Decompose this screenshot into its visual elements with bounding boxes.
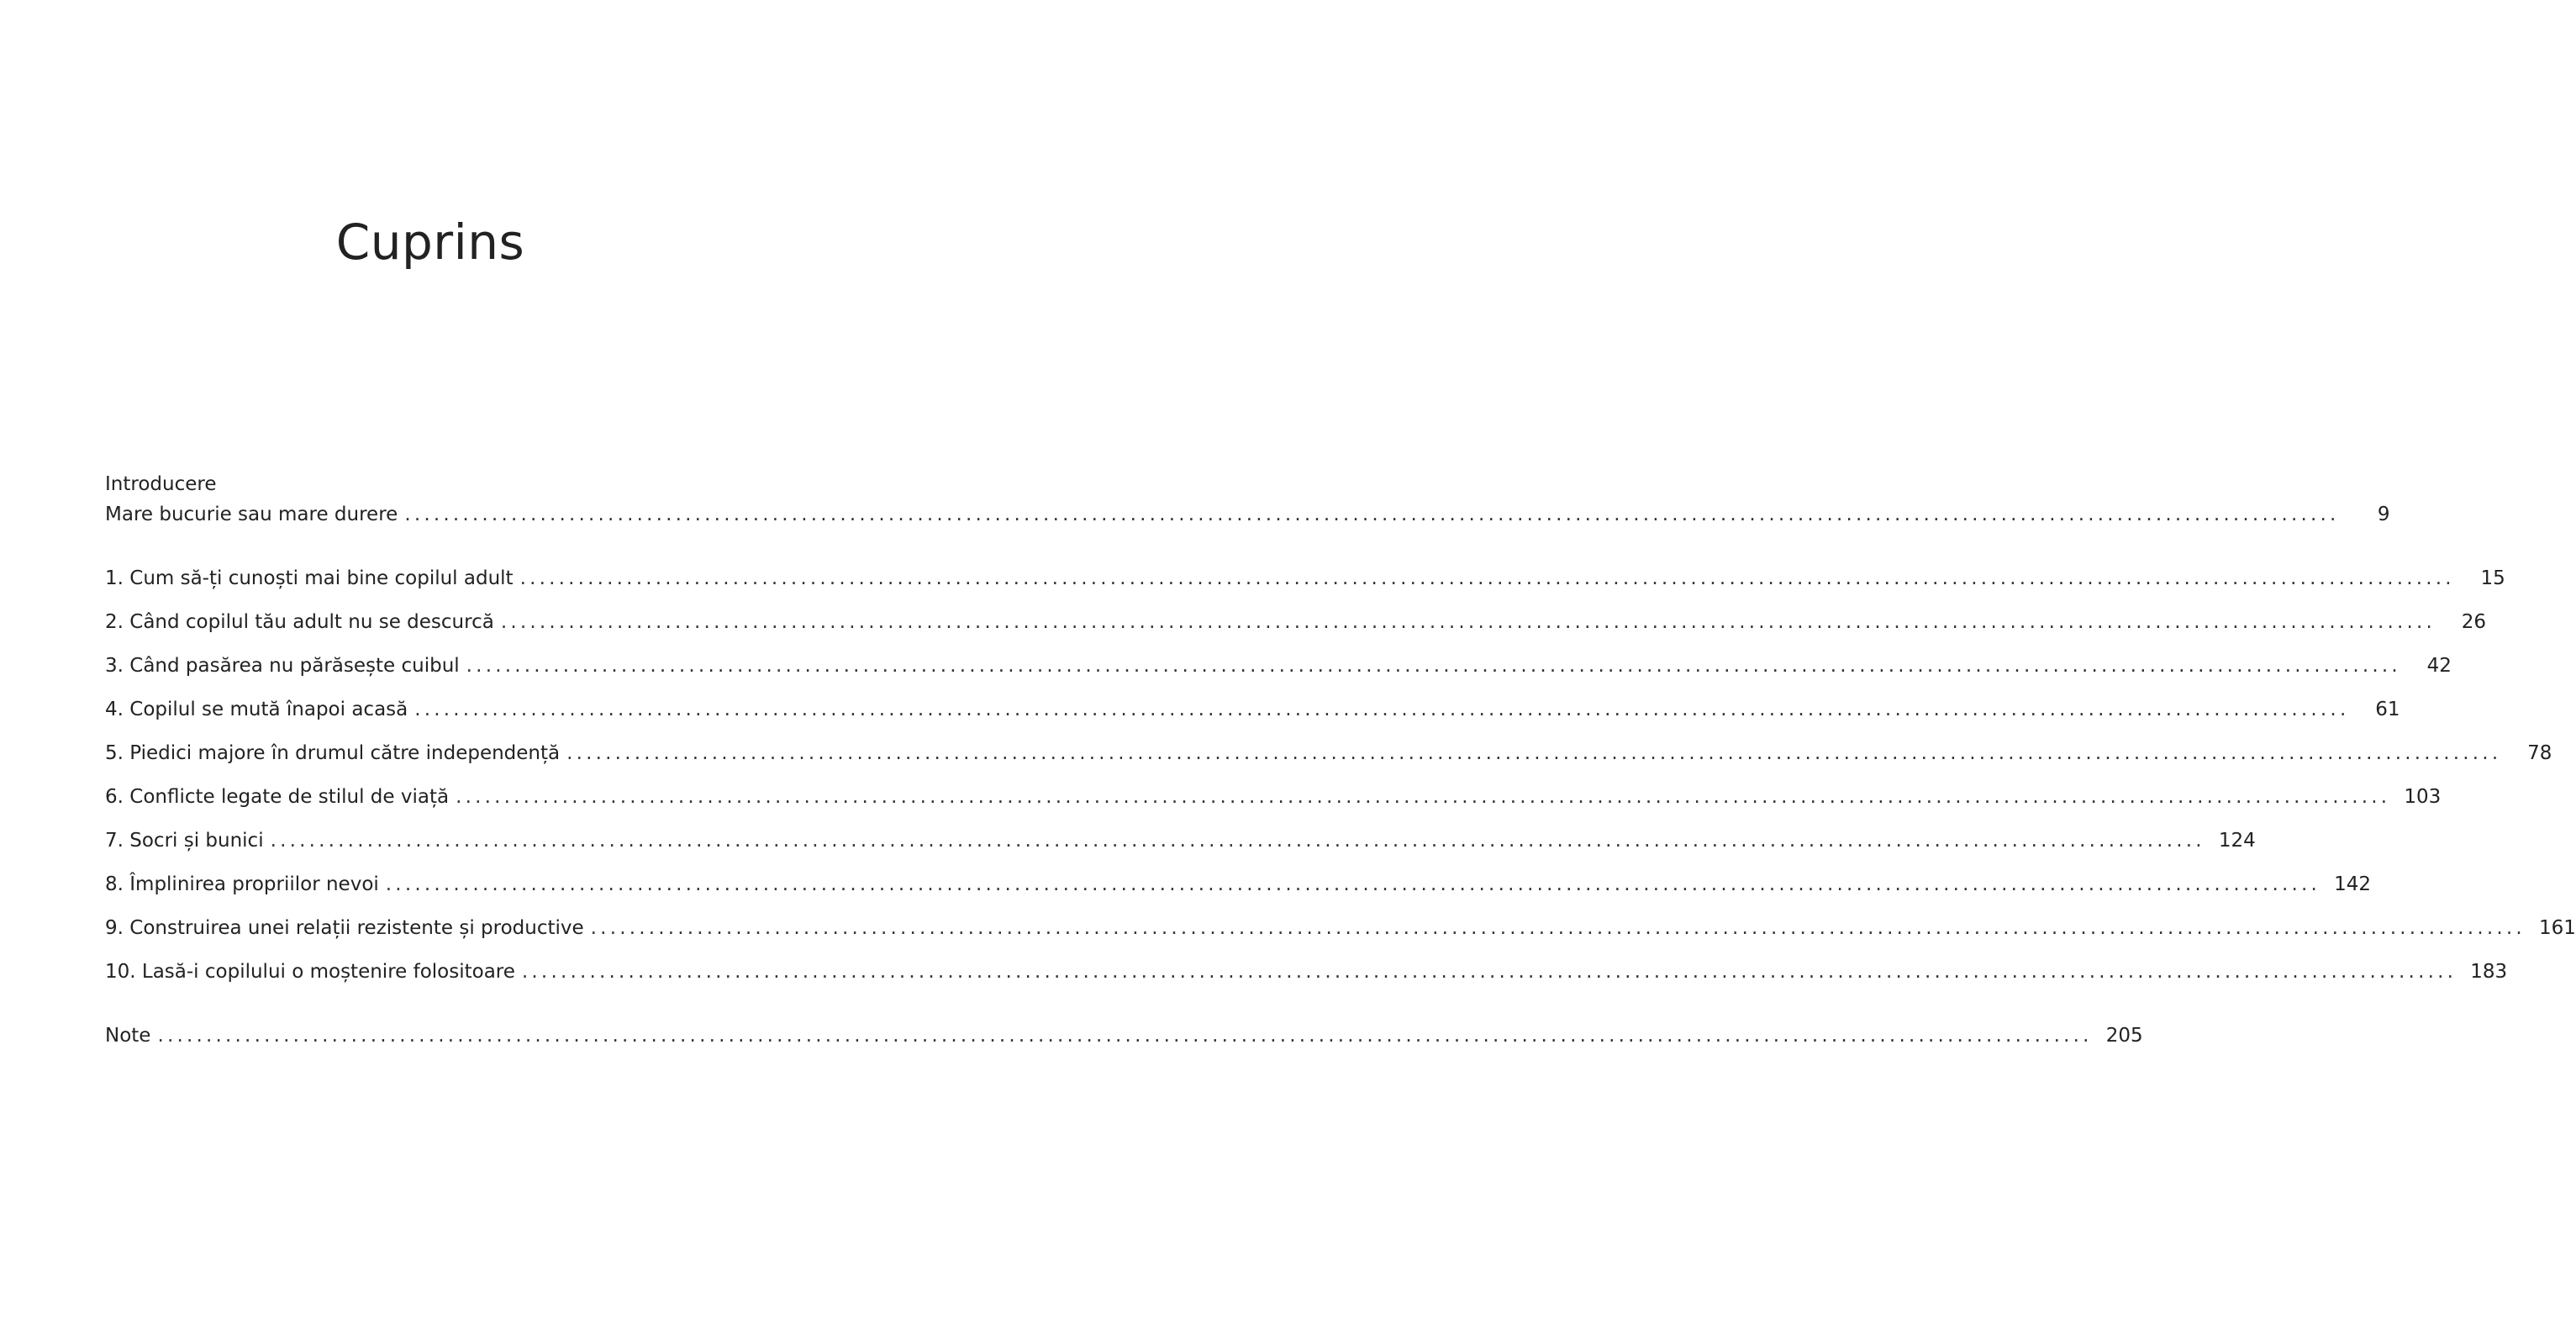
toc-entry-page: 124 [2218, 830, 2256, 852]
dot-leader: ........................................................................................................................................................................................................ [456, 786, 2391, 808]
toc-entry-page: 61 [2375, 699, 2400, 720]
toc-entry-chapter [105, 694, 2400, 725]
toc-entry-chapter [105, 607, 2487, 637]
dot-leader: ........................................................................................................................................................................................................ [521, 961, 2457, 983]
dot-leader: ........................................................................................................................................................................................................ [590, 917, 2526, 939]
toc-entry-chapter [105, 563, 2505, 593]
toc-entry-label: 6. Conflicte legate de stilul de viață [105, 786, 450, 808]
toc-entry-label: 1. Cum să-ți cunoști mai bine copilul adult [105, 567, 514, 589]
toc-entry-page: 183 [2470, 961, 2508, 983]
toc-entry-page: 142 [2334, 873, 2372, 895]
toc-entry-label: 9. Construirea unei relații rezistente și productive [105, 917, 584, 939]
toc-entry-page: 15 [2480, 567, 2505, 589]
dot-leader: ........................................................................................................................................................................................................ [385, 873, 2321, 895]
toc-entry-notes [105, 1021, 2143, 1051]
dot-leader: ........................................................................................................................................................................................................ [566, 742, 2502, 764]
toc-entry-page: 205 [2105, 1025, 2143, 1047]
toc-entry-chapter [105, 913, 2576, 943]
toc-entry-label: 3. Când pasărea nu părăsește cuibul [105, 655, 460, 677]
dot-leader: ........................................................................................................................................................................................................ [157, 1025, 2093, 1047]
dot-leader: ........................................................................................................................................................................................................ [466, 655, 2401, 677]
toc-entry-label: 5. Piedici majore în drumul către independență [105, 742, 561, 764]
toc-entry-chapter [105, 651, 2452, 681]
toc-entry-introduction [105, 499, 2390, 530]
toc-entry-page: 103 [2404, 786, 2442, 808]
table-of-contents [105, 469, 2576, 1051]
page-title: Cuprins [335, 214, 525, 271]
toc-entry-page: 9 [2377, 504, 2390, 525]
intro-heading: Introducere [105, 473, 217, 495]
dot-leader: ........................................................................................................................................................................................................ [519, 567, 2455, 589]
dot-leader: ........................................................................................................................................................................................................ [414, 699, 2350, 720]
toc-entry-page: 161 [2538, 917, 2576, 939]
toc-entry-label: 2. Când copilul tău adult nu se descurcă [105, 611, 494, 633]
dot-leader: ........................................................................................................................................................................................................ [270, 830, 2205, 852]
toc-entry-label: 10. Lasă-i copilului o moștenire folositoare [105, 961, 515, 983]
dot-leader: ........................................................................................................................................................................................................ [404, 504, 2340, 525]
toc-entry-label: 8. Împlinirea propriilor nevoi [105, 873, 379, 895]
toc-entry-chapter [105, 782, 2442, 812]
toc-entry-page: 26 [2461, 611, 2487, 633]
toc-entry-label: Mare bucurie sau mare durere [105, 504, 398, 525]
toc-entry-label: 7. Socri și bunici [105, 830, 264, 852]
toc-entry-chapter [105, 957, 2508, 987]
dot-leader: ........................................................................................................................................................................................................ [500, 611, 2436, 633]
toc-entry-chapter [105, 826, 2256, 856]
toc-entry-page: 78 [2527, 742, 2552, 764]
toc-entry-label: 4. Copilul se mută înapoi acasă [105, 699, 408, 720]
toc-entry-page: 42 [2426, 655, 2452, 677]
toc-entry-label: Note [105, 1025, 151, 1047]
toc-entry-chapter [105, 738, 2552, 768]
toc-entry-chapter [105, 869, 2372, 899]
